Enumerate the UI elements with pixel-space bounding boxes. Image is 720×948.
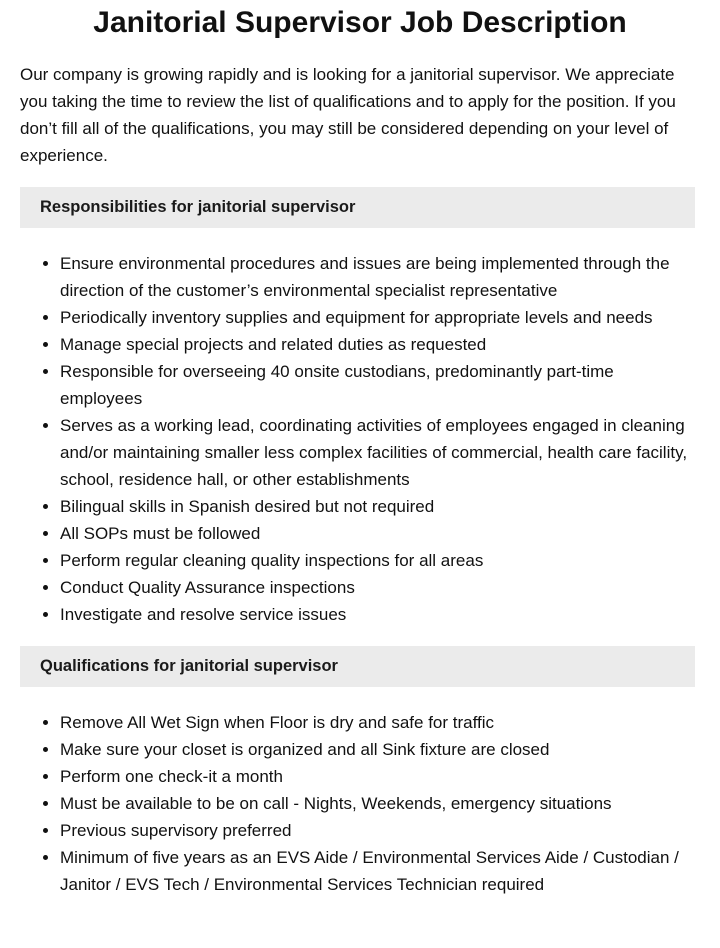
list-item: • Periodically inventory supplies and equipment for appropriate levels and needs xyxy=(60,304,700,331)
list-item: • Investigate and resolve service issues xyxy=(60,601,700,628)
list-item: • Minimum of five years as an EVS Aide / Environmental Services Aide / Custodian / Janitor / EVS Tech / Environmental Services Technician required xyxy=(60,844,700,898)
list-item: • Conduct Quality Assurance inspections xyxy=(60,574,700,601)
responsibilities-list xyxy=(20,250,700,628)
list-item: • Remove All Wet Sign when Floor is dry and safe for traffic xyxy=(60,709,700,736)
list-item: • Ensure environmental procedures and issues are being implemented through the direction of the customer’s environmental specialist representative xyxy=(60,250,700,304)
list-item: • Perform one check-it a month xyxy=(60,763,700,790)
list-item: • All SOPs must be followed xyxy=(60,520,700,547)
qualifications-heading: Qualifications for janitorial supervisor xyxy=(20,646,695,687)
list-item: • Manage special projects and related duties as requested xyxy=(60,331,700,358)
list-item: • Make sure your closet is organized and all Sink fixture are closed xyxy=(60,736,700,763)
intro-paragraph: Our company is growing rapidly and is looking for a janitorial supervisor. We appreciate you taking the time to review the list of qualifications and to apply for the position. If you don’t fill all of the qualifications, you may still be considered depending on your level of experience. xyxy=(20,65,676,165)
list-item: • Perform regular cleaning quality inspections for all areas xyxy=(60,547,700,574)
list-item: • Must be available to be on call - Nights, Weekends, emergency situations xyxy=(60,790,700,817)
list-item: • Bilingual skills in Spanish desired but not required xyxy=(60,493,700,520)
list-item: • Responsible for overseeing 40 onsite custodians, predominantly part-time employees xyxy=(60,358,700,412)
page-title: Janitorial Supervisor Job Description xyxy=(93,6,627,39)
list-item: • Previous supervisory preferred xyxy=(60,817,700,844)
qualifications-list xyxy=(20,709,700,898)
responsibilities-heading: Responsibilities for janitorial supervisor xyxy=(20,187,695,228)
list-item: • Serves as a working lead, coordinating activities of employees engaged in cleaning and/or maintaining smaller less complex facilities of commercial, health care facility, school, residence hall, or other establishments xyxy=(60,412,700,493)
